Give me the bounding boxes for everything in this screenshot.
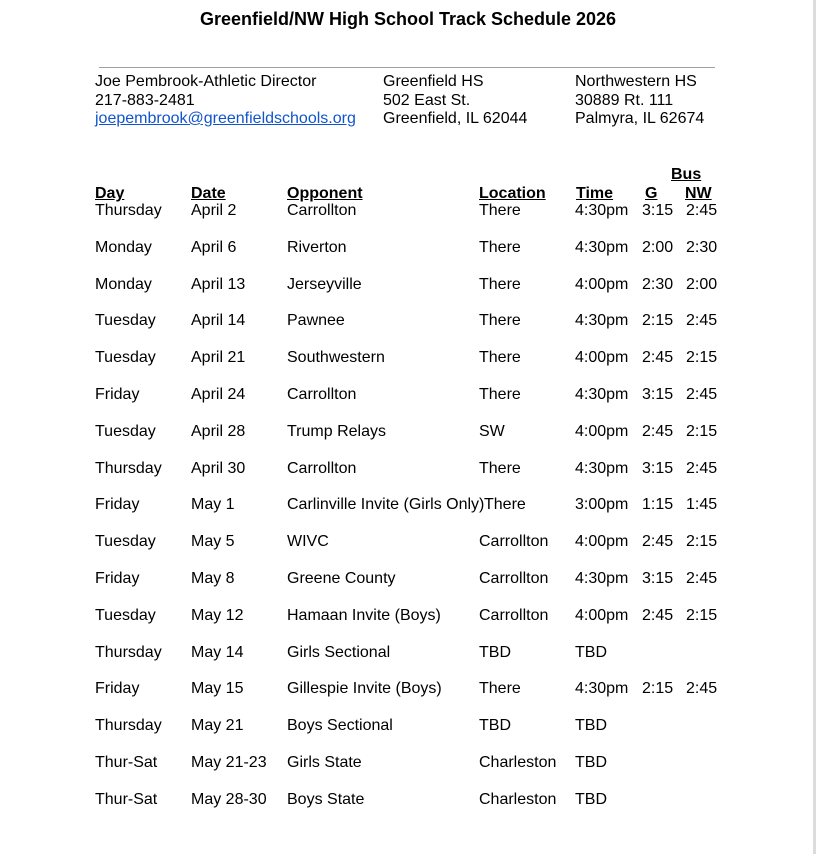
table-row [0,276,816,296]
cell-date: April 6 [191,238,237,256]
cell-day: Tuesday [95,312,156,330]
cell-g: 3:15 [642,459,674,477]
cell-time: 4:00pm [575,349,629,367]
table-row [0,239,816,259]
cell-nw: 1:45 [686,496,718,514]
table-row [0,644,816,664]
cell-nw: 2:45 [686,570,718,587]
cell-location: There [479,202,521,219]
table-row [0,607,816,627]
cell-opponent: Carrollton [287,386,357,403]
table-row [0,533,816,553]
cell-nw: 2:15 [686,422,718,440]
header-bus: Bus [671,166,702,183]
cell-location: Carrollton [479,606,549,624]
cell-location: There [479,238,521,256]
cell-date: April 2 [191,202,237,219]
director-phone: 217-883-2481 [95,91,195,109]
table-row [0,312,816,332]
header-time: Time [576,185,614,202]
cell-nw: 2:15 [686,533,718,551]
cell-location: Charleston [479,790,557,808]
header-divider [99,67,715,68]
cell-location: Carrollton [479,570,549,587]
cell-day: Friday [95,570,140,587]
cell-date: May 5 [191,533,235,551]
cell-opponent: Southwestern [287,349,385,367]
greenfield-city: Greenfield, IL 62044 [383,110,528,127]
northwestern-address [575,73,704,129]
cell-location: There [479,680,521,698]
cell-opponent: Gillespie Invite (Boys) [287,680,442,698]
table-row [0,460,816,480]
cell-time: TBD [575,717,607,735]
cell-date: April 14 [191,312,246,330]
cell-location: There [479,349,521,367]
table-row [0,386,816,406]
cell-date: May 14 [191,643,244,661]
cell-date: April 13 [191,275,246,293]
cell-day: Tuesday [95,422,156,440]
table-row [0,349,816,369]
cell-opponent: Girls Sectional [287,643,391,661]
cell-nw: 2:45 [686,312,718,330]
cell-g: 2:15 [642,312,674,330]
cell-day: Monday [95,275,152,293]
cell-time: 4:00pm [575,275,629,293]
greenfield-address [383,73,527,129]
cell-opponent: Greene County [287,570,396,587]
northwestern-street: 30889 Rt. 111 [575,91,674,109]
cell-g: 2:45 [642,349,674,367]
cell-nw: 2:15 [686,349,718,367]
cell-location: Carrollton [479,533,549,551]
cell-day: Tuesday [95,533,156,551]
cell-day: Thur-Sat [95,790,158,808]
cell-date: May 1 [191,496,235,514]
table-row [0,680,816,700]
cell-location: There [479,312,521,330]
cell-time: 4:30pm [575,570,629,587]
cell-time: 4:30pm [575,459,629,477]
header-location: Location [479,185,546,202]
cell-location: There [479,459,521,477]
cell-day: Monday [95,238,152,256]
cell-nw: 2:30 [686,238,718,256]
header-date: Date [191,185,226,202]
director-email-link[interactable]: joepembrook@greenfieldschools.org [95,110,356,127]
cell-nw: 2:00 [686,275,718,293]
cell-time: TBD [575,643,607,661]
table-row [0,570,816,590]
cell-date: May 15 [191,680,244,698]
cell-opponent: Pawnee [287,312,345,330]
cell-day: Thursday [95,643,162,661]
table-row [0,791,816,811]
cell-opponent: Riverton [287,238,347,256]
cell-location: There [479,386,521,403]
cell-location: TBD [479,643,511,661]
cell-date: April 30 [191,459,246,477]
cell-nw: 2:45 [686,386,718,403]
cell-time: 4:30pm [575,312,629,330]
cell-time: TBD [575,790,607,808]
cell-day: Thursday [95,202,162,219]
header-g: G [645,185,658,202]
cell-opponent: Boys State [287,790,365,808]
cell-opponent: WIVC [287,533,329,551]
cell-g: 1:15 [642,496,674,514]
cell-g: 2:45 [642,533,674,551]
table-row [0,754,816,774]
table-row [0,496,816,516]
cell-date: April 24 [191,386,246,403]
table-row [0,717,816,737]
cell-day: Thursday [95,459,162,477]
cell-date: May 21-23 [191,754,267,771]
northwestern-name: Northwestern HS [575,73,697,90]
cell-nw: 2:45 [686,459,718,477]
header-opponent: Opponent [287,185,363,202]
cell-time: 4:00pm [575,606,629,624]
cell-g: 3:15 [642,386,674,403]
cell-opponent: Trump Relays [287,422,386,440]
cell-location: There [484,496,526,514]
director-contact [95,73,356,129]
greenfield-name: Greenfield HS [383,73,484,90]
cell-time: TBD [575,754,607,771]
director-name: Joe Pembrook-Athletic Director [95,73,317,90]
cell-time: 3:00pm [575,496,629,514]
cell-date: May 21 [191,717,244,735]
header-day: Day [95,185,125,202]
cell-location: TBD [479,717,511,735]
cell-nw: 2:45 [686,202,718,219]
cell-date: May 8 [191,570,235,587]
cell-date: April 28 [191,422,246,440]
cell-g: 2:15 [642,680,674,698]
cell-opponent: Boys Sectional [287,717,393,735]
cell-time: 4:00pm [575,422,629,440]
page-title: Greenfield/NW High School Track Schedule 2026 [199,9,617,29]
cell-date: April 21 [191,349,246,367]
cell-opponent: Carlinville Invite (Girls Only) [287,496,485,514]
cell-opponent: Girls State [287,754,362,771]
greenfield-street: 502 East St. [383,91,471,109]
cell-day: Tuesday [95,349,156,367]
cell-day: Friday [95,386,140,403]
cell-time: 4:30pm [575,202,629,219]
cell-opponent: Jerseyville [287,275,362,293]
cell-location: SW [479,422,505,440]
header-nw: NW [685,185,712,202]
cell-g: 3:15 [642,570,674,587]
table-row [0,202,816,222]
cell-time: 4:30pm [575,680,629,698]
cell-g: 2:45 [642,422,674,440]
cell-nw: 2:45 [686,680,718,698]
table-row [0,423,816,443]
cell-opponent: Hamaan Invite (Boys) [287,606,441,624]
cell-opponent: Carrollton [287,459,357,477]
cell-location: Charleston [479,754,557,771]
cell-day: Tuesday [95,606,156,624]
cell-date: May 28-30 [191,790,267,808]
cell-g: 2:30 [642,275,674,293]
cell-time: 4:30pm [575,386,629,403]
cell-time: 4:30pm [575,238,629,256]
cell-time: 4:00pm [575,533,629,551]
cell-location: There [479,275,521,293]
cell-g: 3:15 [642,202,674,219]
northwestern-city: Palmyra, IL 62674 [575,110,705,127]
cell-day: Thur-Sat [95,754,158,771]
cell-day: Friday [95,680,140,698]
cell-g: 2:45 [642,606,674,624]
cell-nw: 2:15 [686,606,718,624]
cell-opponent: Carrollton [287,202,357,219]
cell-date: May 12 [191,606,244,624]
cell-day: Thursday [95,717,162,735]
cell-day: Friday [95,496,140,514]
cell-g: 2:00 [642,238,674,256]
